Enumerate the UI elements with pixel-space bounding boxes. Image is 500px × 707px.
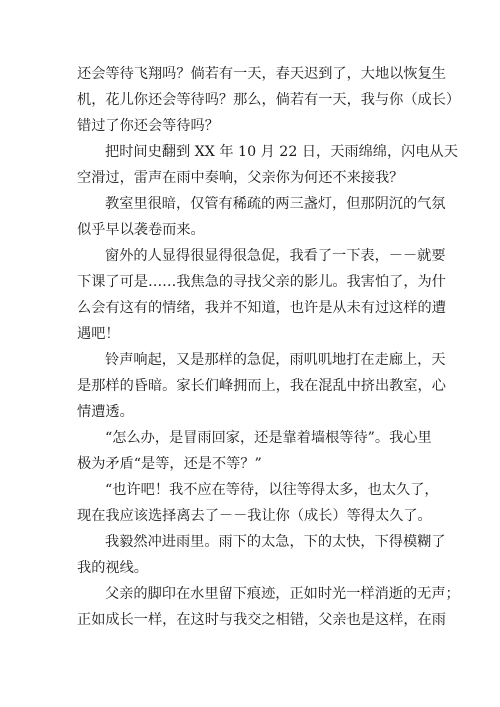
text-line: “怎么办，是冒雨回家，还是靠着墙根等待”。我心里 xyxy=(105,430,432,446)
text-line: 下课了可是……我焦急的寻找父亲的影儿。我害怕了，为什 xyxy=(77,274,446,290)
text-line: 情遭透。 xyxy=(77,404,134,420)
text-line: 教室里很暗，仅管有稀疏的两三盏灯，但那阴沉的气氛 xyxy=(105,196,446,212)
text-line: 错过了你还会等待吗？ xyxy=(77,118,219,134)
text-line: 还会等待飞翔吗？倘若有一天，春天迟到了，大地以恢复生 xyxy=(77,66,446,82)
text-line: 窗外的人显得很显得很急促，我看了一下表，－－就要 xyxy=(105,248,446,264)
text-line: 遇吧！ xyxy=(77,326,120,342)
text-line: 是那样的昏暗。家长们峰拥而上，我在混乱中挤出教室，心 xyxy=(77,378,446,394)
text-line: 我的视线。 xyxy=(77,560,148,576)
text-line: 铃声响起，又是那样的急促，雨叽叽地打在走廊上，天 xyxy=(105,352,446,368)
text-line: 正如成长一样，在这时与我交之相错，父亲也是这样，在雨 xyxy=(77,612,446,628)
text-line: 极为矛盾“是等，还是不等？” xyxy=(77,456,262,472)
text-line: 把时间史翻到 XX 年 10 月 22 日，天雨绵绵，闪电从天 xyxy=(105,144,458,160)
text-line: 父亲的脚印在水里留下痕迹，正如时光一样消逝的无声； xyxy=(105,586,460,602)
text-line: 空滑过，雷声在雨中奏响，父亲你为何还不来接我？ xyxy=(77,170,404,186)
text-line: 么会有这有的情绪，我并不知道，也许是从未有过这样的遭 xyxy=(77,300,446,316)
text-line: 现在我应该选择离去了－－我让你（成长）等得太久了。 xyxy=(77,508,432,524)
text-line: 似乎早以袭卷而来。 xyxy=(77,222,205,238)
text-line: “也许吧！我不应在等待，以往等得太多，也太久了， xyxy=(105,482,439,498)
text-line: 机，花儿你还会等待吗？那么，倘若有一天，我与你（成长） xyxy=(77,92,461,108)
text-line: 我毅然冲进雨里。雨下的太急，下的太快，下得模糊了 xyxy=(105,534,446,550)
